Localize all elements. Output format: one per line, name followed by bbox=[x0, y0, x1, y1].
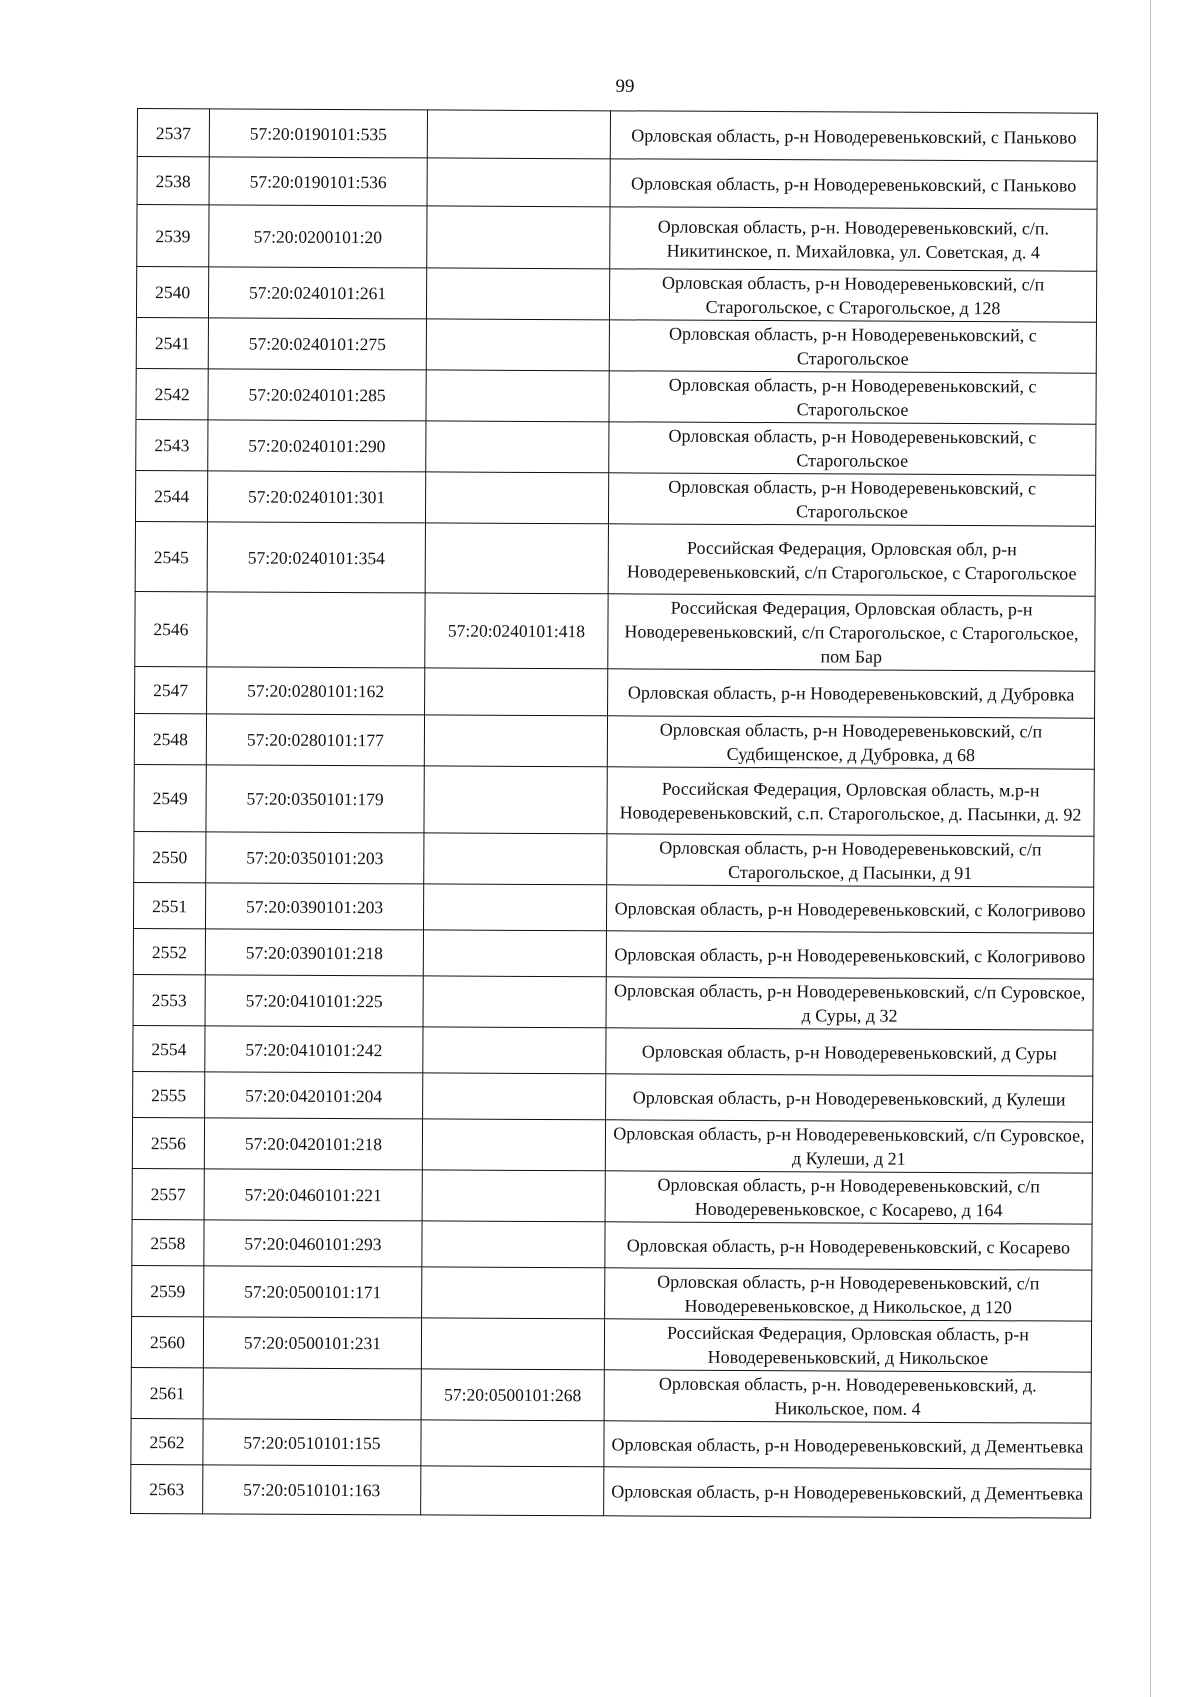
address-cell: Орловская область, р-н Новодеревеньковский, д Суры bbox=[606, 1028, 1093, 1076]
row-number-cell: 2558 bbox=[132, 1219, 204, 1265]
address-cell: Орловская область, р-н Новодеревеньковский, д Дементьевка bbox=[604, 1421, 1091, 1469]
table-row bbox=[134, 713, 1094, 769]
row-number-cell: 2537 bbox=[137, 109, 209, 157]
page-edge-line bbox=[1150, 0, 1151, 1697]
table-row bbox=[132, 1219, 1092, 1270]
cadastral-number-cell: 57:20:0280101:177 bbox=[206, 714, 424, 766]
cadastral-number-cell: 57:20:0420101:218 bbox=[204, 1118, 422, 1170]
table-row bbox=[131, 1464, 1091, 1518]
row-number-cell: 2561 bbox=[131, 1367, 203, 1418]
table-row bbox=[132, 1168, 1092, 1224]
premises-cadastral-number-cell bbox=[427, 158, 610, 207]
table-row bbox=[135, 666, 1095, 718]
cadastral-number-cell: 57:20:0190101:536 bbox=[209, 157, 427, 206]
cadastral-number-cell: 57:20:0240101:285 bbox=[208, 369, 426, 421]
table-row bbox=[133, 882, 1093, 933]
premises-cadastral-number-cell bbox=[426, 319, 609, 371]
address-cell: Орловская область, р-н Новодеревеньковский, д Кулеши bbox=[606, 1074, 1093, 1122]
row-number-cell: 2551 bbox=[133, 882, 205, 928]
row-number-cell: 2544 bbox=[135, 470, 207, 521]
row-number-cell: 2549 bbox=[134, 764, 206, 831]
row-number-cell: 2542 bbox=[136, 368, 208, 419]
address-cell: Орловская область, р-н Новодеревеньковский, с Паньково bbox=[610, 111, 1097, 161]
premises-cadastral-number-cell bbox=[423, 1073, 606, 1120]
address-cell: Орловская область, р-н Новодеревеньковский, с/п Старогольское, с Старогольское, д 128 bbox=[609, 269, 1096, 322]
row-number-cell: 2555 bbox=[133, 1071, 205, 1117]
table-row bbox=[137, 109, 1097, 162]
cadastral-number-cell: 57:20:0240101:354 bbox=[207, 522, 425, 593]
row-number-cell: 2552 bbox=[133, 928, 205, 974]
cadastral-number-cell: 57:20:0350101:203 bbox=[206, 832, 424, 884]
table-row bbox=[133, 1071, 1093, 1122]
cadastral-number-cell: 57:20:0350101:179 bbox=[206, 765, 424, 833]
row-number-cell: 2557 bbox=[132, 1168, 204, 1219]
cadastral-number-cell: 57:20:0460101:293 bbox=[204, 1220, 422, 1267]
premises-cadastral-number-cell bbox=[421, 1420, 604, 1467]
table-row bbox=[131, 1316, 1091, 1372]
address-cell: Орловская область, р-н Новодеревеньковский, с Старогольское bbox=[608, 473, 1095, 526]
table-row bbox=[132, 1265, 1092, 1321]
row-number-cell: 2550 bbox=[134, 831, 206, 882]
premises-cadastral-number-cell bbox=[427, 110, 610, 159]
premises-cadastral-number-cell bbox=[422, 1221, 605, 1268]
row-number-cell: 2560 bbox=[131, 1316, 203, 1367]
table-row bbox=[135, 591, 1095, 671]
address-cell: Орловская область, р-н Новодеревеньковский, с Кологривово bbox=[606, 931, 1093, 979]
premises-cadastral-number-cell bbox=[425, 472, 608, 524]
address-cell: Российская Федерация, Орловская обл, р-н Новодеревеньковский, с/п Старогольское, с Старогольское bbox=[608, 524, 1095, 596]
registry-table-body bbox=[131, 109, 1098, 1519]
address-cell: Орловская область, р-н Новодеревеньковский, с Старогольское bbox=[609, 320, 1096, 373]
table-row bbox=[136, 368, 1096, 424]
premises-cadastral-number-cell bbox=[426, 370, 609, 422]
premises-cadastral-number-cell bbox=[427, 206, 610, 269]
table-row bbox=[131, 1418, 1091, 1469]
address-cell: Российская Федерация, Орловская область, р-н Новодеревеньковский, с/п Старогольское, с Старогольское, пом Бар bbox=[608, 594, 1095, 671]
table-row bbox=[136, 267, 1096, 323]
premises-cadastral-number-cell bbox=[422, 1267, 605, 1319]
cadastral-number-cell: 57:20:0390101:218 bbox=[205, 929, 423, 976]
premises-cadastral-number-cell bbox=[424, 833, 607, 885]
premises-cadastral-number-cell bbox=[421, 1466, 604, 1516]
row-number-cell: 2541 bbox=[136, 317, 208, 368]
table-row bbox=[135, 521, 1095, 596]
property-registry-table bbox=[130, 108, 1098, 1519]
row-number-cell: 2538 bbox=[137, 157, 209, 205]
table-row bbox=[136, 419, 1096, 475]
row-number-cell: 2540 bbox=[136, 267, 208, 318]
premises-cadastral-number-cell: 57:20:0240101:418 bbox=[425, 593, 608, 669]
address-cell: Орловская область, р-н Новодеревеньковский, с/п Суровское, д Суры, д 32 bbox=[606, 977, 1093, 1030]
address-cell: Российская Федерация, Орловская область, м.р-н Новодеревеньковский, с.п. Старогольское, д. Пасынки, д. 92 bbox=[607, 767, 1094, 836]
cadastral-number-cell bbox=[207, 592, 425, 668]
address-cell: Орловская область, р-н Новодеревеньковский, с Паньково bbox=[610, 159, 1097, 209]
cadastral-number-cell: 57:20:0510101:163 bbox=[203, 1465, 421, 1515]
premises-cadastral-number-cell bbox=[422, 1119, 605, 1171]
table-row bbox=[131, 1367, 1091, 1423]
row-number-cell: 2545 bbox=[135, 521, 207, 591]
address-cell: Орловская область, р-н Новодеревеньковский, с Старогольское bbox=[609, 422, 1096, 475]
cadastral-number-cell: 57:20:0240101:261 bbox=[208, 267, 426, 319]
premises-cadastral-number-cell bbox=[423, 976, 606, 1028]
address-cell: Орловская область, р-н. Новодеревеньковский, с/п. Никитинское, п. Михайловка, ул. Советская, д. 4 bbox=[610, 207, 1097, 271]
table-row bbox=[132, 1117, 1092, 1173]
address-cell: Орловская область, р-н Новодеревеньковский, д Дементьевка bbox=[604, 1467, 1091, 1518]
cadastral-number-cell: 57:20:0420101:204 bbox=[205, 1072, 423, 1119]
row-number-cell: 2543 bbox=[136, 419, 208, 470]
cadastral-number-cell: 57:20:0200101:20 bbox=[209, 205, 427, 268]
cadastral-number-cell: 57:20:0410101:242 bbox=[205, 1026, 423, 1073]
row-number-cell: 2556 bbox=[132, 1117, 204, 1168]
address-cell: Российская Федерация, Орловская область, р-н Новодеревеньковский, д Никольское bbox=[604, 1319, 1091, 1372]
table-row bbox=[133, 974, 1093, 1030]
address-cell: Орловская область, р-н Новодеревеньковский, с/п Старогольское, д Пасынки, д 91 bbox=[607, 834, 1094, 887]
row-number-cell: 2547 bbox=[135, 666, 207, 713]
cadastral-number-cell: 57:20:0460101:221 bbox=[204, 1169, 422, 1221]
cadastral-number-cell: 57:20:0390101:203 bbox=[205, 883, 423, 930]
row-number-cell: 2548 bbox=[134, 713, 206, 764]
row-number-cell: 2539 bbox=[137, 205, 209, 267]
premises-cadastral-number-cell bbox=[423, 884, 606, 931]
premises-cadastral-number-cell bbox=[423, 930, 606, 977]
page-number: 99 bbox=[615, 76, 635, 97]
row-number-cell: 2559 bbox=[132, 1265, 204, 1316]
row-number-cell: 2562 bbox=[131, 1418, 203, 1464]
address-cell: Орловская область, р-н Новодеревеньковский, с Кологривово bbox=[606, 885, 1093, 933]
table-row bbox=[137, 205, 1097, 272]
premises-cadastral-number-cell bbox=[425, 668, 608, 716]
cadastral-number-cell: 57:20:0500101:231 bbox=[203, 1317, 421, 1369]
cadastral-number-cell: 57:20:0190101:535 bbox=[209, 109, 427, 158]
cadastral-number-cell bbox=[203, 1368, 421, 1420]
table-row bbox=[133, 1025, 1093, 1076]
address-cell: Орловская область, р-н Новодеревеньковский, с/п Новодеревеньковское, с Косарево, д 164 bbox=[605, 1171, 1092, 1224]
premises-cadastral-number-cell bbox=[421, 1318, 604, 1370]
cadastral-number-cell: 57:20:0240101:301 bbox=[207, 471, 425, 523]
cadastral-number-cell: 57:20:0240101:275 bbox=[208, 318, 426, 370]
cadastral-number-cell: 57:20:0510101:155 bbox=[203, 1419, 421, 1466]
table-row bbox=[134, 831, 1094, 887]
table-row bbox=[134, 764, 1094, 836]
address-cell: Орловская область, р-н Новодеревеньковский, с Косарево bbox=[605, 1222, 1092, 1270]
address-cell: Орловская область, р-н. Новодеревеньковский, д. Никольское, пом. 4 bbox=[604, 1370, 1091, 1423]
table-row bbox=[133, 928, 1093, 979]
premises-cadastral-number-cell bbox=[426, 268, 609, 320]
address-cell: Орловская область, р-н Новодеревеньковский, с Старогольское bbox=[609, 371, 1096, 424]
row-number-cell: 2563 bbox=[131, 1464, 203, 1513]
cadastral-number-cell: 57:20:0240101:290 bbox=[208, 420, 426, 472]
cadastral-number-cell: 57:20:0280101:162 bbox=[207, 667, 425, 715]
premises-cadastral-number-cell bbox=[426, 421, 609, 473]
address-cell: Орловская область, р-н Новодеревеньковский, д Дубровка bbox=[608, 669, 1095, 718]
premises-cadastral-number-cell bbox=[425, 523, 608, 594]
cadastral-number-cell: 57:20:0500101:171 bbox=[204, 1266, 422, 1318]
cadastral-number-cell: 57:20:0410101:225 bbox=[205, 975, 423, 1027]
premises-cadastral-number-cell bbox=[424, 715, 607, 767]
premises-cadastral-number-cell bbox=[422, 1170, 605, 1222]
row-number-cell: 2554 bbox=[133, 1025, 205, 1071]
table-row bbox=[137, 157, 1097, 210]
address-cell: Орловская область, р-н Новодеревеньковский, с/п Судбищенское, д Дубровка, д 68 bbox=[607, 716, 1094, 769]
address-cell: Орловская область, р-н Новодеревеньковский, с/п Суровское, д Кулеши, д 21 bbox=[605, 1120, 1092, 1173]
premises-cadastral-number-cell bbox=[424, 766, 607, 834]
row-number-cell: 2546 bbox=[135, 591, 207, 666]
row-number-cell: 2553 bbox=[133, 974, 205, 1025]
address-cell: Орловская область, р-н Новодеревеньковский, с/п Новодеревеньковское, д Никольское, д 120 bbox=[605, 1268, 1092, 1321]
premises-cadastral-number-cell: 57:20:0500101:268 bbox=[421, 1369, 604, 1421]
table-row bbox=[136, 317, 1096, 373]
premises-cadastral-number-cell bbox=[423, 1027, 606, 1074]
table-row bbox=[135, 470, 1095, 526]
